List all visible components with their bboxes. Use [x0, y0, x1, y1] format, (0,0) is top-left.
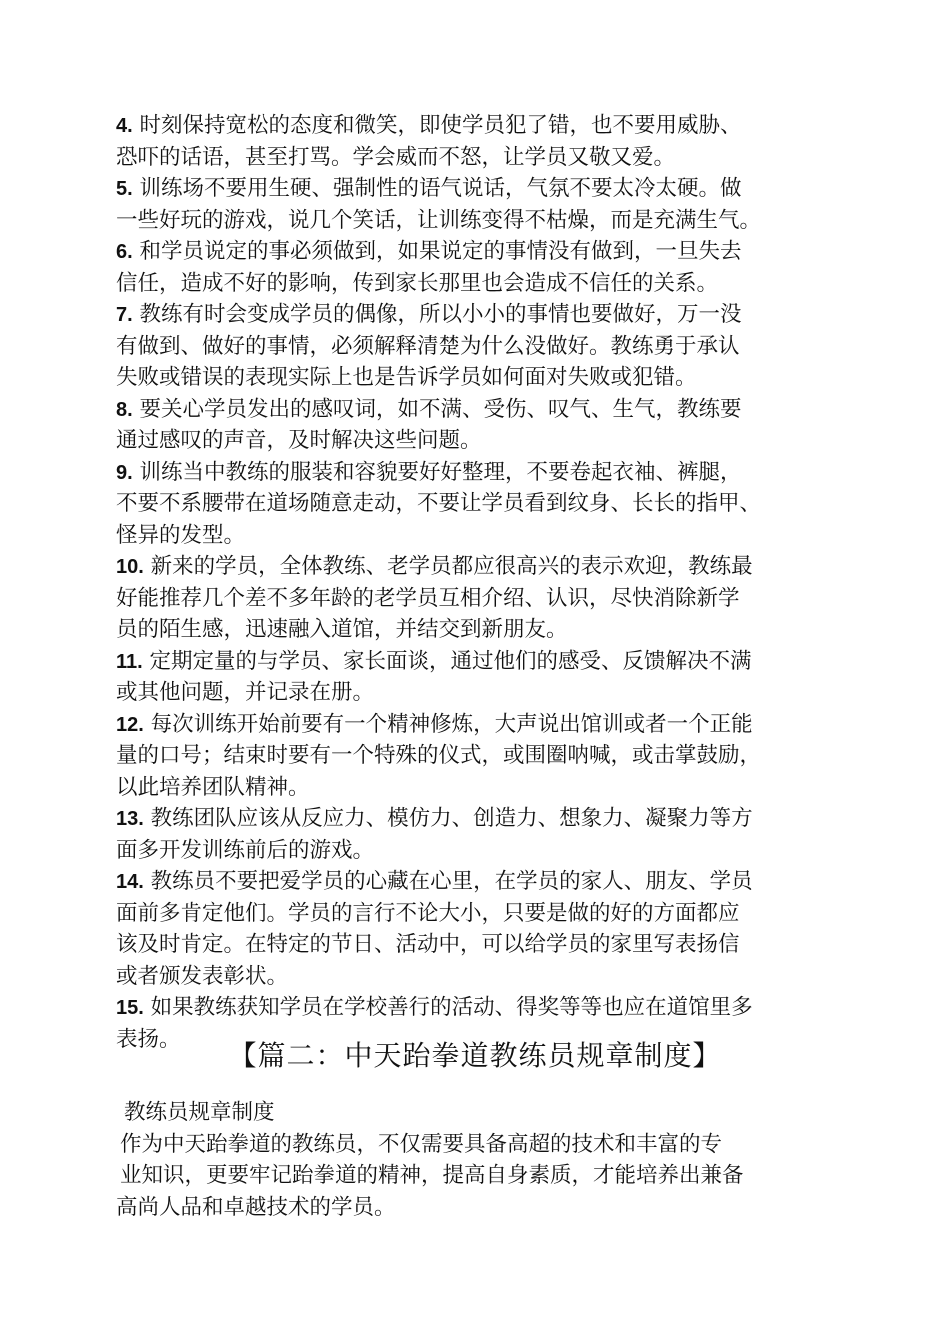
rule-text: 教练团队应该从反应力、模仿力、创造力、想象力、凝聚力等方 [143, 806, 753, 831]
section-paragraph-line: 业知识，更要牢记跆拳道的精神，提高自身素质，才能培养出兼备 [120, 1163, 744, 1188]
rule-line [116, 299, 856, 331]
rule-number: 12. [116, 713, 144, 736]
rule-line [116, 394, 856, 426]
rule-text: 要关心学员发出的感叹词，如不满、受伤、叹气、生气，教练要 [132, 396, 742, 422]
rule-line [116, 110, 856, 142]
rule-line: 以此培养团队精神。 [116, 774, 310, 800]
rule-line: 失败或错误的表现实际上也是告诉学员如何面对失败或犯错。 [116, 365, 697, 390]
rule-number: 15. [116, 997, 144, 1019]
rule-list [116, 110, 856, 1055]
section-subtitle: 教练员规章制度 [124, 1100, 275, 1125]
rule-line [116, 173, 856, 205]
rule-line [116, 992, 856, 1024]
rule-line: 表扬。 [116, 1026, 181, 1052]
section-paragraph-line: 作为中天跆拳道的教练员，不仅需要具备高超的技术和丰富的专 [120, 1131, 723, 1157]
rule-text: 教练员不要把爱学员的心藏在心里，在学员的家人、朋友、学员 [143, 869, 753, 894]
rule-line [116, 457, 856, 489]
rule-line: 面前多肯定他们。学员的言行不论大小，只要是做的好的方面都应 [116, 900, 740, 926]
rule-item-5 [116, 173, 856, 236]
rule-line: 员的陌生感，迅速融入道馆，并结交到新朋友。 [116, 617, 568, 642]
rule-line: 量的口号；结束时要有一个特殊的仪式，或围圈呐喊，或击掌鼓励， [116, 743, 762, 768]
rule-item-14 [116, 866, 856, 992]
rule-number: 11. [116, 650, 143, 673]
rule-line: 信任，造成不好的影响，传到家长那里也会造成不信任的关系。 [116, 270, 719, 296]
rule-line [116, 646, 856, 678]
rule-line: 该及时肯定。在特定的节日、活动中，可以给学员的家里写表扬信 [116, 932, 740, 957]
rule-item-9 [116, 457, 856, 552]
rule-item-4 [116, 110, 856, 173]
rule-line [116, 866, 856, 898]
rule-text: 训练场不要用生硬、强制性的语气说话，气氛不要太冷太硬。做 [132, 176, 742, 201]
rule-line: 恐吓的话语，甚至打骂。学会威而不怒，让学员又敬又爱。 [116, 144, 676, 170]
rule-line [116, 236, 856, 268]
rule-text: 每次训练开始前要有一个精神修炼，大声说出馆训或者一个正能 [143, 711, 753, 737]
rule-line [116, 709, 856, 741]
rule-number: 6. [116, 241, 133, 263]
rule-line: 一些好玩的游戏，说几个笑话，让训练变得不枯燥，而是充满生气。 [116, 207, 762, 233]
rule-item-12 [116, 709, 856, 804]
rule-number: 4. [116, 115, 133, 137]
rule-item-7 [116, 299, 856, 394]
rule-number: 10. [116, 556, 144, 578]
rule-text: 如果教练获知学员在学校善行的活动、得奖等等也应在道馆里多 [143, 995, 753, 1020]
rule-number: 14. [116, 871, 144, 893]
rule-item-10 [116, 551, 856, 646]
rule-number: 13. [116, 808, 144, 830]
section-body [116, 1097, 856, 1223]
rule-text: 新来的学员，全体教练、老学员都应很高兴的表示欢迎，教练最 [143, 554, 753, 579]
rule-item-11 [116, 646, 856, 709]
rule-line [116, 551, 856, 583]
rule-text: 定期定量的与学员、家长面谈，通过他们的感受、反馈解决不满 [142, 648, 752, 674]
rule-line [116, 803, 856, 835]
rule-text: 时刻保持宽松的态度和微笑，即使学员犯了错，也不要用威胁、 [132, 113, 742, 138]
rule-line: 面多开发训练前后的游戏。 [116, 837, 375, 863]
rule-number: 5. [116, 178, 133, 200]
rule-line: 好能推荐几个差不多年龄的老学员互相介绍、认识，尽快消除新学 [116, 585, 740, 611]
section-title: 【篇二：中天跆拳道教练员规章制度】 [228, 1039, 722, 1072]
rule-text: 训练当中教练的服装和容貌要好好整理，不要卷起衣袖、裤腿， [132, 459, 742, 485]
rule-number: 8. [116, 398, 133, 421]
rule-line: 怪异的发型。 [116, 522, 246, 548]
rule-item-6 [116, 236, 856, 299]
section-paragraph-line: 高尚人品和卓越技术的学员。 [116, 1194, 396, 1220]
rule-text: 和学员说定的事必须做到，如果说定的事情没有做到，一旦失去 [132, 239, 742, 264]
rule-line: 或其他问题，并记录在册。 [116, 680, 375, 705]
rule-line: 不要不系腰带在道场随意走动，不要让学员看到纹身、长长的指甲、 [116, 491, 762, 516]
rule-line: 通过感叹的声音，及时解决这些问题。 [116, 428, 482, 453]
rule-line: 有做到、做好的事情，必须解释清楚为什么没做好。教练勇于承认 [116, 333, 740, 359]
rule-line: 或者颁发表彰状。 [116, 963, 289, 989]
rule-text: 教练有时会变成学员的偶像，所以小小的事情也要做好，万一没 [132, 302, 742, 327]
rule-number: 9. [116, 461, 133, 484]
rule-number: 7. [116, 304, 133, 326]
rule-item-8 [116, 394, 856, 457]
rule-item-13 [116, 803, 856, 866]
